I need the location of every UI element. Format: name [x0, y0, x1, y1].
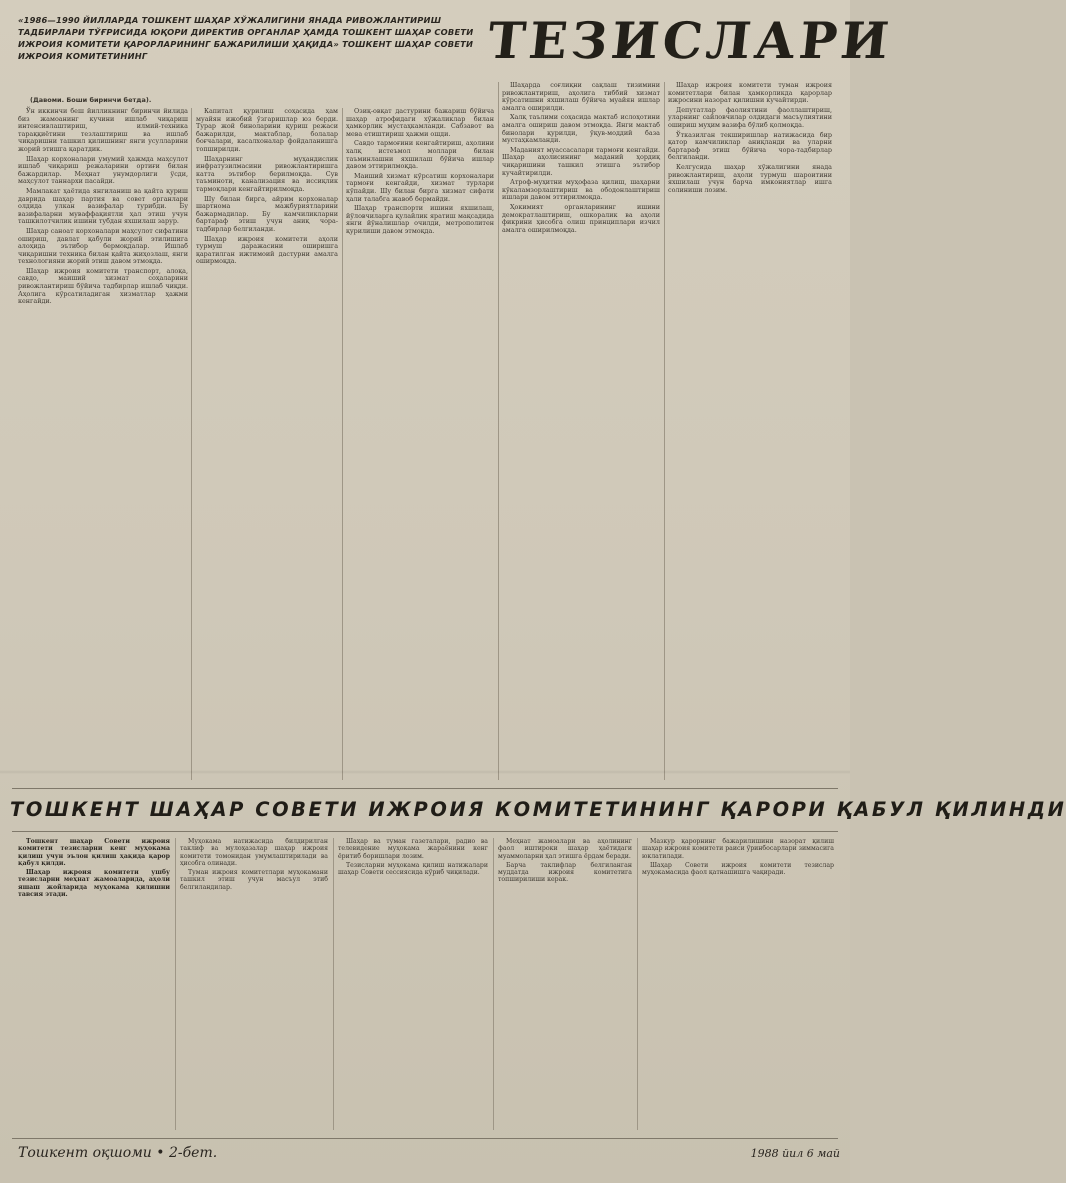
footer-date: 1988 йил 6 май	[750, 1147, 840, 1160]
paragraph: Озиқ-овқат дастурини бажариш бўйича шаҳар атрофидаги хўжаликлар билан ҳамкорлик мустаҳкамланди. Сабзавот ва мева етиштириш ҳажми ошди.	[346, 107, 494, 138]
paragraph: Шаҳар транспорти ишини яхшилаш, йўловчиларга қулайлик яратиш мақсадида янги йўналишлар очилди, метрополитен қурилиши давом этмоқда.	[346, 204, 494, 235]
column-divider	[664, 82, 665, 780]
decision-column-3	[338, 838, 488, 1130]
paragraph: Тезисларни муҳокама қилиш натижалари шаҳар Совети сессиясида кўриб чиқилади.	[338, 861, 488, 877]
article-column-1	[18, 108, 188, 780]
paragraph: Шаҳар ва туман газеталари, радио ва телевидение муҳокама жараёнини кенг ёритиб боришлари лозим.	[338, 838, 488, 860]
column-divider	[493, 838, 494, 1130]
paragraph: Халқ таълими соҳасида мактаб ислоҳотини амалга ошириш давом этмоқда. Янги мактаб бинолари қурилди, ўқув-моддий база мустаҳкамланди.	[502, 113, 660, 145]
paragraph: Шаҳар корхоналари умумий ҳажмда маҳсулот ишлаб чиқариш режаларини ортиғи билан бажардилар. Меҳнат унумдорлиги ўсди, маҳсулот таннархи пасайди.	[18, 154, 188, 186]
footer-rule	[12, 1138, 838, 1139]
article-column-5	[668, 82, 832, 780]
paragraph: Депутатлар фаолиятини фаоллаштириш, уларнинг сайловчилар олдидаги масъулиятини ошириш муҳим вазифа бўлиб қолмоқда.	[668, 105, 832, 129]
decision-column-2	[180, 838, 328, 1130]
paragraph: Тошкент шаҳар Совети ижроия комитети тезисларни кенг муҳокама қилиш учун эълон қилиш ҳақида қарор қабул қилди.	[18, 838, 170, 867]
column-divider	[333, 838, 334, 1130]
paragraph: Барча таклифлар белгиланган муддатда ижроия комитетига топширилиши керак.	[498, 861, 632, 884]
page-fold	[0, 770, 850, 774]
paragraph: Ўн иккинчи беш йилликнинг биринчи йилида биз жамоанинг кучини ишлаб чиқариш интенсивлаштириш, илмий-техника тараққиётини тезлаштириш ва ишлаб чиқаришни ташкил қилишнинг янги усулларини жорий этишга қаратдик.	[18, 107, 188, 153]
paragraph: Шаҳар саноат корхоналари маҳсулот сифатини ошириш, давлат қабули жорий этилишига алоҳида эътибор бермоқдалар. Ишлаб чиқаришни техника билан қайта жиҳозлаш, янги технологияни жорий этиш давом этмоқда.	[18, 226, 188, 266]
paragraph: Мазкур қарорнинг бажарилишини назорат қилиш шаҳар ижроия комитети раиси ўринбосарлари зиммасига юклатилади.	[642, 838, 834, 860]
footer-masthead: Тошкент оқшоми • 2-бет.	[18, 1145, 218, 1161]
paragraph: Капитал қурилиш соҳасида ҳам муайян ижобий ўзгаришлар юз берди. Турар жой биноларини қуриш режаси бажарилди, мактаблар, болалар боғчалари, касалхоналар фойдаланишга топширилди.	[196, 107, 338, 153]
paragraph: Шаҳар ижроия комитети аҳоли турмуш даражасини оширишга қаратилган ижтимоий дастурни амалга оширмоқда.	[196, 234, 338, 266]
paragraph: Шаҳар Совети ижроия комитети тезислар муҳокамасида фаол қатнашишга чақиради.	[642, 861, 834, 877]
paragraph: Маданият муассасалари тармоғи кенгайди. Шаҳар аҳолисининг маданий ҳордиқ чиқаришини ташкил этишга эътибор кучайтирилди.	[502, 145, 660, 177]
column-divider	[175, 838, 176, 1130]
paragraph: Шаҳар ижроия комитети ушбу тезисларни меҳнат жамоаларида, аҳоли яшаш жойларида муҳокама қилишни тавсия этади.	[18, 869, 170, 899]
decision-column-5	[642, 838, 834, 1130]
decision-column-4	[498, 838, 632, 1130]
decision-column-1	[18, 838, 170, 1130]
decision-banner: ТОШКЕНТ ШАҲАР СОВЕТИ ИЖРОИЯ КОМИТЕТИНИНГ ҚАРОРИ ҚАБУЛ ҚИЛИНДИ	[10, 798, 1066, 821]
paragraph: Атроф-муҳитни муҳофаза қилиш, шаҳарни кўкаламзорлаштириш ва ободонлаштириш ишлари давом эттирилмоқда.	[502, 178, 660, 202]
paragraph: Ўтказилган текширишлар натижасида бир қатор камчиликлар аниқланди ва уларни бартараф этиш бўйича чора-тадбирлар белгиланди.	[668, 130, 832, 162]
paragraph: Туман ижроия комитетлари муҳокамани ташкил этиш учун масъул этиб белгиландилар.	[180, 869, 328, 891]
paragraph: Меҳнат жамоалари ва аҳолининг фаол иштироки шаҳар ҳаётидаги муаммоларни ҳал этишга ёрдам беради.	[498, 838, 632, 860]
paragraph: Шаҳарда соғлиқни сақлаш тизимини ривожлантириш, аҳолига тиббий хизмат кўрсатишни яхшилаш бўйича муайян ишлар амалга оширилди.	[502, 81, 660, 112]
article-column-2	[196, 108, 338, 780]
section-rule	[12, 788, 838, 789]
column-divider	[191, 108, 192, 780]
paragraph: Ҳокимият органларининг ишини демократлаштириш, ошкоралик ва аҳоли фикрини ҳисобга олиш принциплари изчил амалга оширилмоқда.	[502, 202, 660, 234]
paragraph: Муҳокама натижасида билдирилган таклиф ва мулоҳазалар шаҳар ижроия комитети томонидан умумлаштирилади ва ҳисобга олинади.	[180, 838, 328, 867]
article-column-4	[502, 82, 660, 780]
big-title: ТЕЗИСЛАРИ	[484, 11, 896, 70]
paragraph: Савдо тармоғини кенгайтириш, аҳолини халқ истеъмол моллари билан таъминлашни яхшилаш бўйича ишлар давом эттирилмоқда.	[346, 139, 494, 171]
article-column-3	[346, 108, 494, 780]
paragraph: Шаҳар ижроия комитети транспорт, алоқа, савдо, маиший хизмат соҳаларини ривожлантириш бўйича тадбирлар ишлаб чиқди. Аҳолига кўрсатиладиган хизматлар ҳажми кенгайди.	[18, 266, 188, 306]
article-headline: «1986—1990 ЙИЛЛАРДА ТОШКЕНТ ШАҲАР ХЎЖАЛИГИНИ ЯНАДА РИВОЖЛАНТИРИШ ТАДБИРЛАРИ ТЎҒРИСИДА ЮҚОРИ ДИРЕКТИВ ОРГАНЛАР ҲАМДА ТОШКЕНТ ШАҲАР СОВЕТИ ИЖРОИЯ КОМИТЕТИ ҚАРОРЛАРИНИНГ БАЖАРИЛИШИ ҲАҚИДА» ТОШКЕНТ ШАҲАР СОВЕТИ ИЖРОИЯ КОМИТЕТИНИНГ	[18, 15, 474, 61]
column-divider	[498, 82, 499, 780]
column-divider	[637, 838, 638, 1130]
paragraph: Маиший хизмат кўрсатиш корхоналари тармоғи кенгайди, хизмат турлари кўпайди. Шу билан бирга хизмат сифати ҳали талабга жавоб бермайди.	[346, 171, 494, 203]
column-divider	[342, 108, 343, 780]
paragraph: Мамлакат ҳаётида янгиланиш ва қайта қуриш даврида шаҳар партия ва совет органлари олдида улкан вазифалар турибди. Бу вазифаларни муваффақиятли ҳал этиш учун ташкилотчилик ишини тубдан яхшилаш зарур.	[18, 186, 188, 226]
paragraph: Келгусида шаҳар хўжалигини янада ривожлантириш, аҳоли турмуш шароитини яхшилаш учун барча имкониятлар ишга солиниши лозим.	[668, 162, 832, 194]
editor-note: (Давоми. Боши биринчи бетда).	[30, 96, 152, 104]
paragraph: Шу билан бирга, айрим корхоналар шартнома мажбуриятларини бажармадилар. Бу камчиликларни бартараф этиш учун аниқ чора-тадбирлар белгиланди.	[196, 194, 338, 233]
paragraph: Шаҳар ижроия комитети туман ижроия комитетлари билан ҳамкорликда қарорлар ижросини назорат қилишни кучайтирди.	[668, 81, 832, 105]
paragraph: Шаҳарнинг муҳандислик инфратузилмасини ривожлантиришга катта эътибор берилмоқда. Сув таъминоти, канализация ва иссиқлик тармоқлари кенгайтирилмоқда.	[196, 154, 338, 193]
section-rule	[12, 831, 838, 832]
